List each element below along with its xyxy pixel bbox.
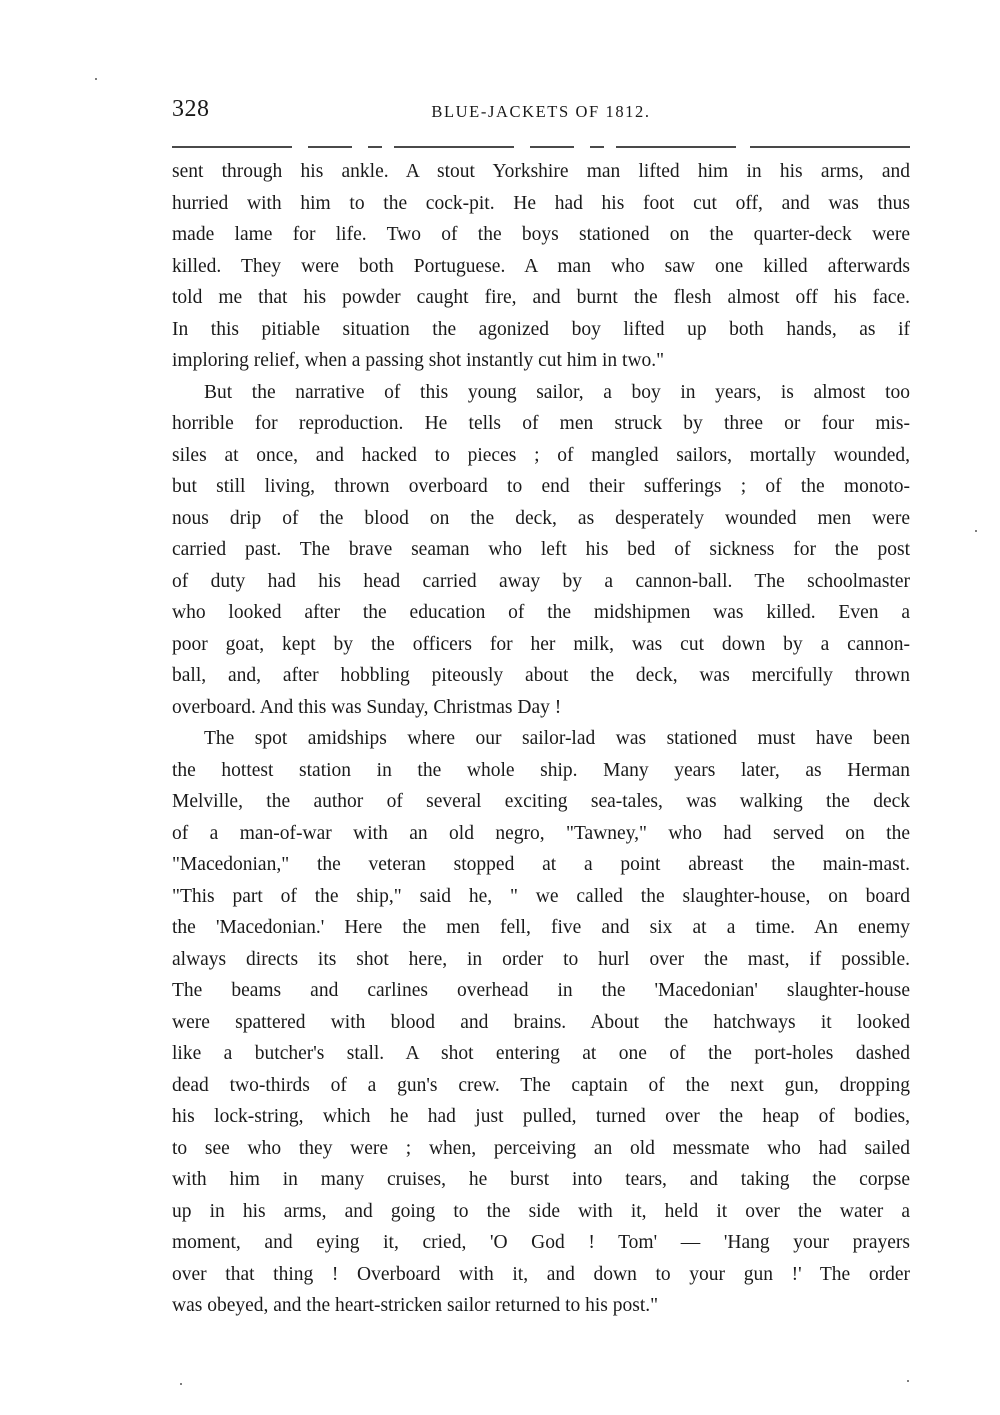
running-head: BLUE-JACKETS OF 1812. [431, 102, 651, 121]
paragraph [172, 156, 910, 377]
text-line: The spot amidships where our sailor-lad was stationed must have been [204, 728, 910, 749]
paper-speck [907, 1380, 909, 1382]
text-line: made lame for life. Two of the boys stationed on the quarter-deck were [172, 224, 910, 245]
text-line: horrible for reproduction. He tells of men struck by three or four mis- [172, 413, 910, 434]
text-line: with him in many cruises, he burst into tears, and taking the corpse [172, 1169, 910, 1190]
paper-speck [95, 78, 97, 80]
text-line: told me that his powder caught fire, and burnt the flesh almost off his face. [172, 287, 910, 308]
body-text [172, 156, 910, 1322]
text-line: sent through his ankle. A stout Yorkshire man lifted him in his arms, and [172, 161, 910, 182]
text-line: up in his arms, and going to the side with it, held it over the water a [172, 1200, 910, 1222]
text-line: overboard. And this was Sunday, Christmas Day ! [172, 696, 562, 718]
text-line: to see who they were ; when, perceiving an old messmate who had sailed [172, 1137, 910, 1159]
text-line: dead two-thirds of a gun's crew. The captain of the next gun, dropping [172, 1074, 910, 1096]
text-line: the 'Macedonian.' Here the men fell, five and six at a time. An enemy [172, 917, 910, 938]
page-header [172, 96, 910, 126]
text-line: ball, and, after hobbling piteously about the deck, was mercifully thrown [172, 665, 910, 686]
text-line: over that thing ! Overboard with it, and down to your gun !' The order [172, 1263, 910, 1285]
text-line: of a man-of-war with an old negro, "Tawney," who had served on the [172, 822, 910, 844]
text-line: were spattered with blood and brains. About the hatchways it looked [172, 1011, 910, 1033]
paper-speck [975, 530, 977, 532]
text-line: "Macedonian," the veteran stopped at a point abreast the main-mast. [172, 854, 910, 875]
text-line: carried past. The brave seaman who left his bed of sickness for the post [172, 539, 910, 560]
text-line: Melville, the author of several exciting sea-tales, was walking the deck [172, 791, 910, 812]
page-number: 328 [172, 96, 210, 122]
text-line: poor goat, kept by the officers for her milk, was cut down by a cannon- [172, 633, 910, 655]
text-line: imploring relief, when a passing shot instantly cut him in two." [172, 350, 665, 371]
text-line: the hottest station in the whole ship. Many years later, as Herman [172, 759, 910, 781]
text-line: nous drip of the blood on the deck, as desperately wounded men were [172, 507, 910, 529]
header-rule [172, 146, 910, 148]
text-line: who looked after the education of the midshipmen was killed. Even a [172, 602, 910, 623]
text-line: The beams and carlines overhead in the 'Macedonian' slaughter-house [172, 980, 910, 1001]
text-line: but still living, thrown overboard to end their sufferings ; of the monoto- [172, 476, 910, 497]
paragraph [172, 723, 910, 1322]
text-line: In this pitiable situation the agonized boy lifted up both hands, as if [172, 318, 910, 340]
text-line: was obeyed, and the heart-stricken sailor returned to his post." [172, 1295, 659, 1316]
text-line: like a butcher's stall. A shot entering at one of the port-holes dashed [172, 1043, 910, 1064]
text-line: "This part of the ship," said he, " we called the slaughter-house, on board [172, 885, 910, 907]
text-line: his lock-string, which he had just pulled, turned over the heap of bodies, [172, 1106, 910, 1127]
text-line: But the narrative of this young sailor, a boy in years, is almost too [204, 381, 910, 403]
paper-speck [180, 1383, 182, 1385]
paragraph [172, 377, 910, 724]
text-line: hurried with him to the cock-pit. He had his foot cut off, and was thus [172, 192, 910, 214]
text-line: of duty had his head carried away by a cannon-ball. The schoolmaster [172, 570, 910, 592]
text-line: always directs its shot here, in order to hurl over the mast, if possible. [172, 948, 910, 970]
text-line: moment, and eying it, cried, 'O God ! Tom' — 'Hang your prayers [172, 1232, 910, 1253]
text-line: killed. They were both Portuguese. A man who saw one killed afterwards [172, 255, 910, 277]
text-line: siles at once, and hacked to pieces ; of mangled sailors, mortally wounded, [172, 444, 910, 466]
